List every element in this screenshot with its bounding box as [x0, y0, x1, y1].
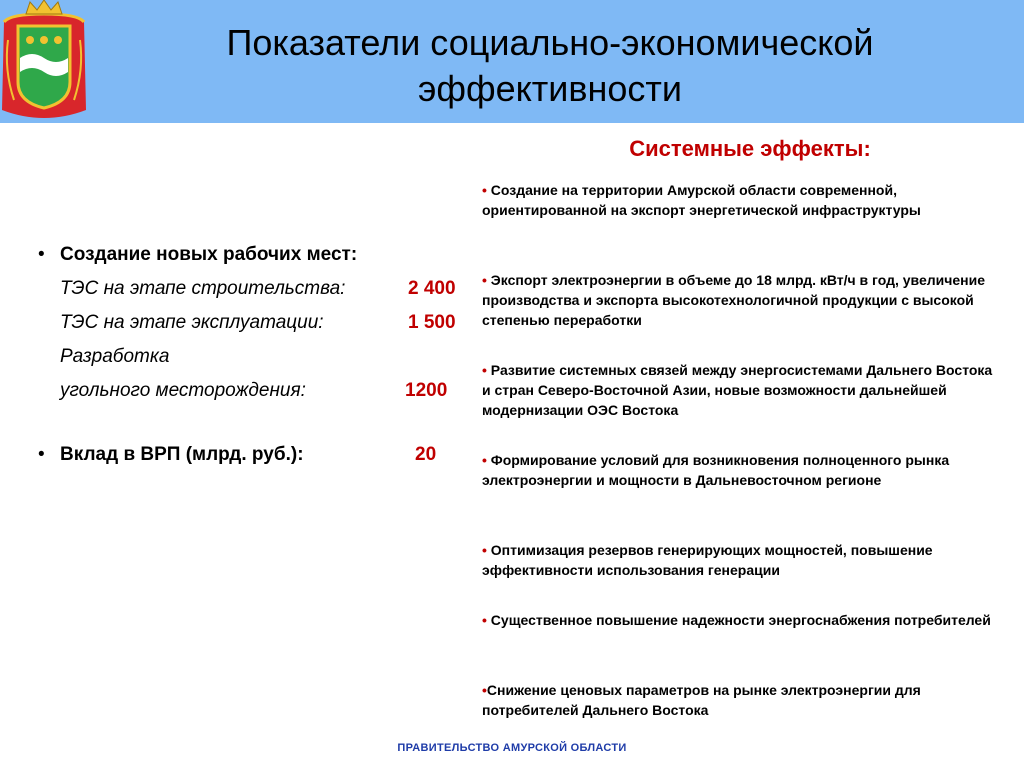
bullet-icon: •: [482, 542, 491, 558]
list-item: [482, 450, 1002, 490]
bullet-icon: •: [482, 682, 487, 698]
jobs-heading-row: [38, 238, 478, 272]
left-panel: [38, 238, 478, 472]
list-item-text: Оптимизация резервов генерирующих мощностей, повышение эффективности использования генерации: [482, 542, 933, 578]
jobs-row: [38, 374, 478, 408]
list-item-text: Существенное повышение надежности энергоснабжения потребителей: [490, 612, 991, 628]
jobs-row-label: Разработка: [60, 346, 170, 367]
bullet-icon: •: [38, 444, 45, 465]
list-item-text: Развитие системных связей между энергосистемами Дальнего Востока и стран Северо-Восточной Азии, новые возможности дальнейшей модернизации ОЭС Востока: [482, 362, 993, 418]
grp-label: Вклад в ВРП (млрд. руб.):: [60, 444, 304, 465]
jobs-row-value: 1 500: [408, 312, 456, 333]
jobs-row: [38, 340, 478, 374]
jobs-row-value: 1200: [405, 380, 448, 401]
amur-region-coat-of-arms-icon: [0, 0, 88, 123]
bullet-icon: •: [482, 612, 491, 628]
jobs-row-value: 2 400: [408, 278, 456, 299]
system-effects-title: Системные эффекты:: [629, 136, 871, 161]
bullet-icon: •: [482, 452, 491, 468]
header-bar: [0, 0, 1024, 123]
list-item-text: Снижение ценовых параметров на рынке электроэнергии для потребителей Дальнего Востока: [482, 682, 921, 718]
jobs-row-label: ТЭС на этапе эксплуатации:: [60, 312, 324, 333]
list-item: [482, 610, 1002, 630]
jobs-row: [38, 306, 478, 340]
jobs-heading: Создание новых рабочих мест:: [60, 244, 358, 265]
page-title: [100, 20, 1000, 112]
footer-text: ПРАВИТЕЛЬСТВО АМУРСКОЙ ОБЛАСТИ: [397, 742, 627, 754]
list-item-text: Создание на территории Амурской области современной, ориентированной на экспорт энергетической инфраструктуры: [482, 182, 921, 218]
list-item: [482, 540, 1002, 580]
grp-row: [38, 438, 478, 472]
jobs-row: [38, 272, 478, 306]
bullet-icon: •: [482, 362, 491, 378]
bullet-icon: •: [482, 182, 491, 198]
list-item: [482, 270, 1002, 330]
list-item: [482, 360, 1002, 420]
list-item: [482, 680, 1002, 720]
jobs-row-label: угольного месторождения:: [60, 380, 306, 401]
bullet-icon: •: [38, 244, 45, 265]
bullet-icon: •: [482, 272, 491, 288]
grp-value: 20: [415, 444, 437, 465]
list-item-text: Экспорт электроэнергии в объеме до 18 млрд. кВт/ч в год, увеличение производства и экспорта высокотехнологичной продукции с высокой степенью переработки: [482, 272, 985, 328]
list-item-text: Формирование условий для возникновения полноценного рынка электроэнергии и мощности в Дальневосточном регионе: [482, 452, 950, 488]
title-line-2: эффективности: [417, 68, 682, 109]
jobs-row-label: ТЭС на этапе строительства:: [60, 278, 346, 299]
list-item: [482, 180, 1002, 220]
title-line-1: Показатели социально-экономической: [226, 22, 874, 63]
